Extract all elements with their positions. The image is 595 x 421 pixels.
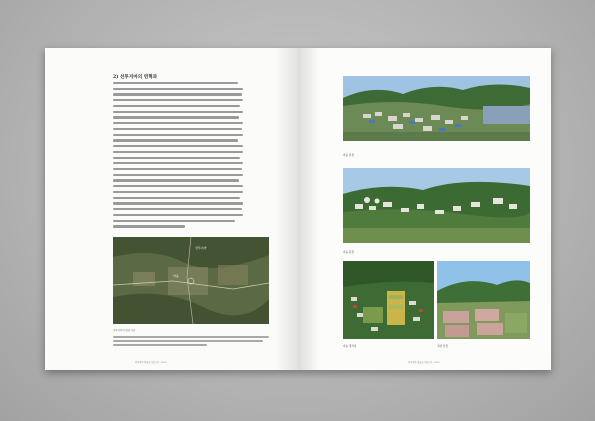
text-line xyxy=(113,99,243,101)
photo2-caption: 마을 원경 xyxy=(343,251,354,254)
text-line xyxy=(113,151,243,153)
svg-text:선투지마: 선투지마 xyxy=(195,246,207,250)
right-page xyxy=(298,48,551,370)
text-line xyxy=(113,208,242,210)
satellite-map-image xyxy=(113,237,269,324)
svg-text:마을: 마을 xyxy=(173,274,179,278)
note-line xyxy=(113,336,269,338)
text-line xyxy=(113,111,243,113)
text-line xyxy=(113,128,242,130)
left-footer: 선투지마 학술조사보고서 · 2023 xyxy=(135,361,167,364)
text-line xyxy=(113,174,243,176)
text-line xyxy=(113,139,238,141)
text-line xyxy=(113,88,243,90)
text-line xyxy=(113,157,240,159)
photo4-caption: 주변 전경 xyxy=(437,345,448,348)
right-footer: 선투지마 학술조사보고서 · 2023 xyxy=(408,361,440,364)
village-photo-2 xyxy=(343,168,530,243)
text-line xyxy=(113,134,243,136)
text-line xyxy=(113,93,242,95)
village-photo-1 xyxy=(343,76,530,141)
map-caption: 선투지마의 위성 사진 xyxy=(113,329,136,332)
book-spread xyxy=(45,48,551,370)
text-line xyxy=(113,162,243,164)
text-line xyxy=(113,145,243,147)
left-page xyxy=(45,48,298,370)
text-line xyxy=(113,185,243,187)
photo3-caption: 마을 경작지 xyxy=(343,345,357,348)
right-gutter-shadow xyxy=(298,48,320,370)
left-gutter-shadow xyxy=(276,48,298,370)
text-line xyxy=(113,122,243,124)
text-line xyxy=(113,202,243,204)
text-line xyxy=(113,225,185,227)
note-line xyxy=(113,344,207,346)
section-title: 2) 선투지마의 연혁과 xyxy=(113,75,158,80)
text-line xyxy=(113,105,240,107)
village-photo-3 xyxy=(343,261,434,339)
text-line xyxy=(113,191,243,193)
body-text xyxy=(113,82,243,231)
text-line xyxy=(113,168,242,170)
text-line xyxy=(113,116,239,118)
village-photo-4 xyxy=(437,261,530,339)
text-line xyxy=(113,220,235,222)
text-line xyxy=(113,179,239,181)
note-line xyxy=(113,340,263,342)
text-line xyxy=(113,197,240,199)
photo1-caption: 마을 전경 xyxy=(343,154,354,157)
text-line xyxy=(113,82,238,84)
text-line xyxy=(113,214,243,216)
footnote xyxy=(113,336,269,349)
